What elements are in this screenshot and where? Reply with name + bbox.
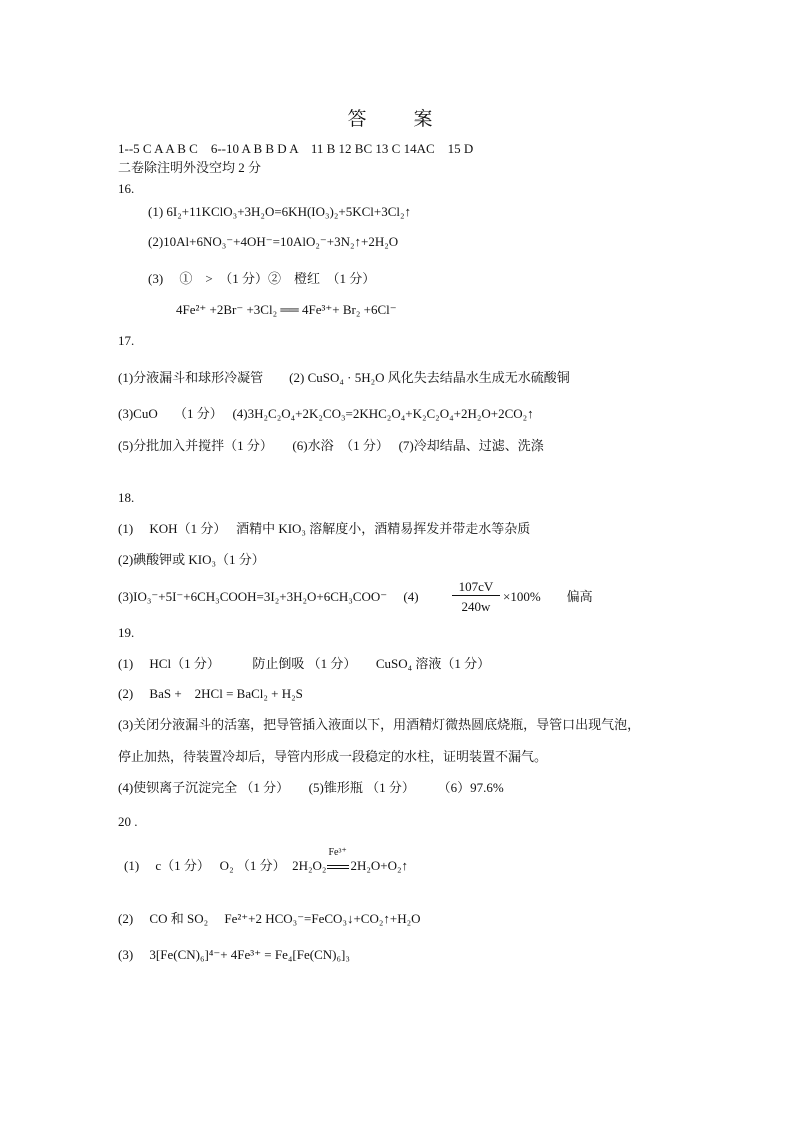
q18-fraction [452,579,500,615]
q17-answer-1: (1)分液漏斗和球形冷凝管 (2) CuSO₄ · 5H₂O 风化失去结晶水生成无水硫酸铜 [118,370,570,385]
q19-answer-1: (1) HCl（1 分） 防止倒吸 （1 分） CuSO₄ 溶液（1 分） [118,656,491,671]
q20-answer-3: (3) 3[Fe(CN)₆]⁴⁻+ 4Fe³⁺ = Fe₄[Fe(CN)₆]₃ [118,947,350,962]
double-line-icon [327,865,349,869]
q20-answer-2: (2) CO 和 SO₂ Fe²⁺+2 HCO₃⁻=FeCO₃↓+CO₂↑+H₂O [118,911,421,926]
page-title: 答 案 [347,109,447,130]
q18-answer-2: (2)碘酸钾或 KIO₃（1 分） [118,552,265,567]
reaction-arrow [326,847,350,874]
q19-answer-3-cont: 停止加热，待装置冷却后，导管内形成一段稳定的水柱，证明装置不漏气。 [118,749,548,764]
q18-number: 18. [118,490,135,505]
q16-answer-2: (2)10Al+6NO₃⁻+4OH⁻=10AlO₂⁻+3N₂↑+2H₂O [148,234,399,249]
q19-answer-2: (2) BaS + 2HCl = BaCl₂ + H₂S [118,686,303,701]
q16-answer-1: (1) 6I₂+11KClO₃+3H₂O=6KH(IO₃)₂+5KCl+3Cl₂↑ [148,204,412,219]
q17-answer-3: (5)分批加入并搅拌（1 分） (6)水浴 （1 分） (7)冷却结晶、过滤、洗涤 [118,438,544,453]
q18-answer-3: (3)IO₃⁻+5I⁻+6CH₃COOH=3I₂+3H₂O+6CH₃COO⁻ (4) [118,589,419,604]
q16-answer-3: (3) ① > （1 分）② 橙红 （1 分） [148,271,376,286]
q18-answer-1: (1) KOH（1 分） 酒精中 KIO₃ 溶解度小，酒精易挥发并带走水等杂质 [118,521,531,536]
catalyst-label: Fe³⁺ [328,847,347,858]
q18-answer-3-tail: ×100% 偏高 [503,589,593,604]
choice-answers: 1--5 C A A B C 6--10 A B B D A 11 B 12 BC 13 C 14AC 15 D [118,141,474,156]
fraction-bar [452,595,500,596]
q16-equation: 4Fe²⁺ +2Br⁻ +3Cl₂ ══ 4Fe³⁺+ Br₂ +6Cl⁻ [176,302,397,317]
q17-number: 17. [118,333,135,348]
q20-answer-1-part-b: 2H₂O+O₂↑ [350,858,409,873]
q20-number: 20 . [118,814,138,829]
q20-answer-1 [124,847,409,874]
scoring-note: 二卷除注明外没空均 2 分 [118,160,262,175]
q17-answer-2: (3)CuO （1 分） (4)3H₂C₂O₄+2K₂CO₃=2KHC₂O₄+K₂C₂O₄+2H₂O+2CO₂↑ [118,406,534,421]
fraction-numerator: 107cV [458,579,494,594]
fraction-denominator: 240w [461,599,491,614]
q19-answer-3: (3)关闭分液漏斗的活塞，把导管插入液面以下，用酒精灯微热圆底烧瓶，导管口出现气泡， [118,717,641,732]
q19-answer-4: (4)使钡离子沉淀完全 （1 分） (5)锥形瓶 （1 分） （6）97.6% [118,780,504,795]
q16-number: 16. [118,181,135,196]
q19-number: 19. [118,625,135,640]
q20-answer-1-part-a: (1) c（1 分） O₂ （1 分） 2H₂O₂ [124,858,327,873]
